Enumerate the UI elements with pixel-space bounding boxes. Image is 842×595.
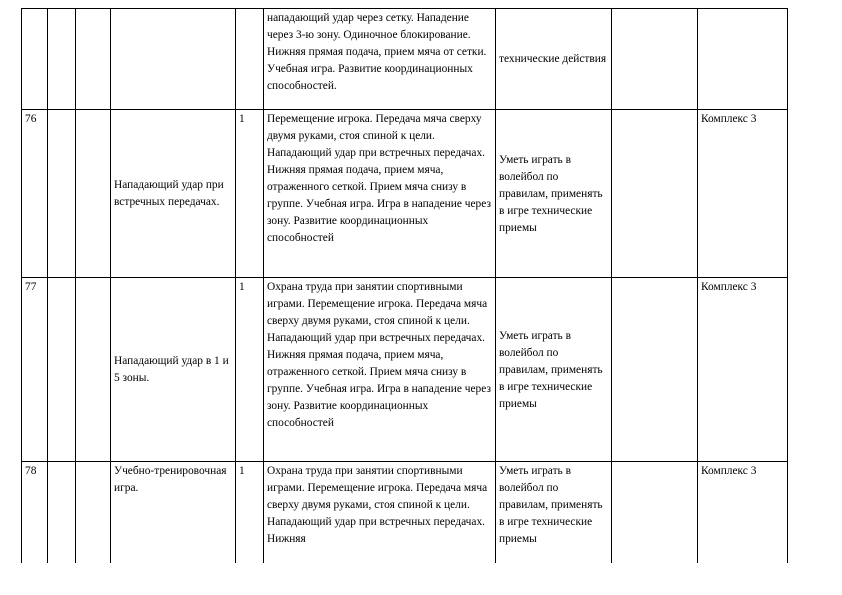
lesson-topic-cell: Учебно-тренировочная игра.: [111, 462, 236, 563]
lesson-content-cell: Перемещение игрока. Передача мяча сверху двумя руками, стоя спиной к цели. Нападающий удар при встречных передачах. Нижняя прямая подача, прием мяча, отраженного сеткой. Прием мяча снизу в группе. Учебная игра. Игра в нападение через зону. Развитие координационных способностей: [264, 110, 496, 278]
hours-cell: 1: [236, 278, 264, 462]
skills-cell: Уметь играть в волейбол по правилам, применять в игре технические приемы: [496, 278, 612, 462]
control-cell: [612, 110, 698, 278]
date-plan-cell: [48, 110, 76, 278]
lesson-number-cell: 78: [22, 462, 48, 563]
hours-cell: 1: [236, 462, 264, 563]
skills-cell: Уметь играть в волейбол по правилам, применять в игре технические приемы: [496, 462, 612, 563]
lesson-topic-cell: [111, 9, 236, 110]
date-plan-cell: [48, 278, 76, 462]
control-cell: [612, 462, 698, 563]
homework-cell: Комплекс 3: [698, 462, 788, 563]
skills-cell: технические действия: [496, 9, 612, 110]
lesson-content-cell: Охрана труда при занятии спортивными играми. Перемещение игрока. Передача мяча сверху двумя руками, стоя спиной к цели. Нападающий удар при встречных передачах. Нижняя: [264, 462, 496, 563]
hours-cell: 1: [236, 110, 264, 278]
table-row: [22, 110, 788, 278]
skills-cell: Уметь играть в волейбол по правилам, применять в игре технические приемы: [496, 110, 612, 278]
lesson-number-cell: 77: [22, 278, 48, 462]
homework-cell: Комплекс 3: [698, 278, 788, 462]
lesson-plan-table: [21, 8, 788, 563]
table-row: [22, 278, 788, 462]
lesson-topic-cell: Нападающий удар при встречных передачах.: [111, 110, 236, 278]
date-fact-cell: [76, 9, 111, 110]
date-fact-cell: [76, 110, 111, 278]
hours-cell: [236, 9, 264, 110]
date-plan-cell: [48, 462, 76, 563]
homework-cell: Комплекс 3: [698, 110, 788, 278]
date-fact-cell: [76, 462, 111, 563]
control-cell: [612, 9, 698, 110]
date-plan-cell: [48, 9, 76, 110]
lesson-topic-cell: Нападающий удар в 1 и 5 зоны.: [111, 278, 236, 462]
lesson-content-cell: Охрана труда при занятии спортивными играми. Перемещение игрока. Передача мяча сверху двумя руками, стоя спиной к цели. Нападающий удар при встречных передачах. Нижняя прямая подача, прием мяча, отраженного сеткой. Прием мяча снизу в группе. Учебная игра. Игра в нападение через зону. Развитие координационных способностей: [264, 278, 496, 462]
table-row: [22, 462, 788, 563]
lesson-number-cell: [22, 9, 48, 110]
table-row: [22, 9, 788, 110]
date-fact-cell: [76, 278, 111, 462]
lesson-content-cell: нападающий удар через сетку. Нападение через 3-ю зону. Одиночное блокирование. Нижняя прямая подача, прием мяча от сетки. Учебная игра. Развитие координационных способностей.: [264, 9, 496, 110]
homework-cell: [698, 9, 788, 110]
lesson-number-cell: 76: [22, 110, 48, 278]
control-cell: [612, 278, 698, 462]
